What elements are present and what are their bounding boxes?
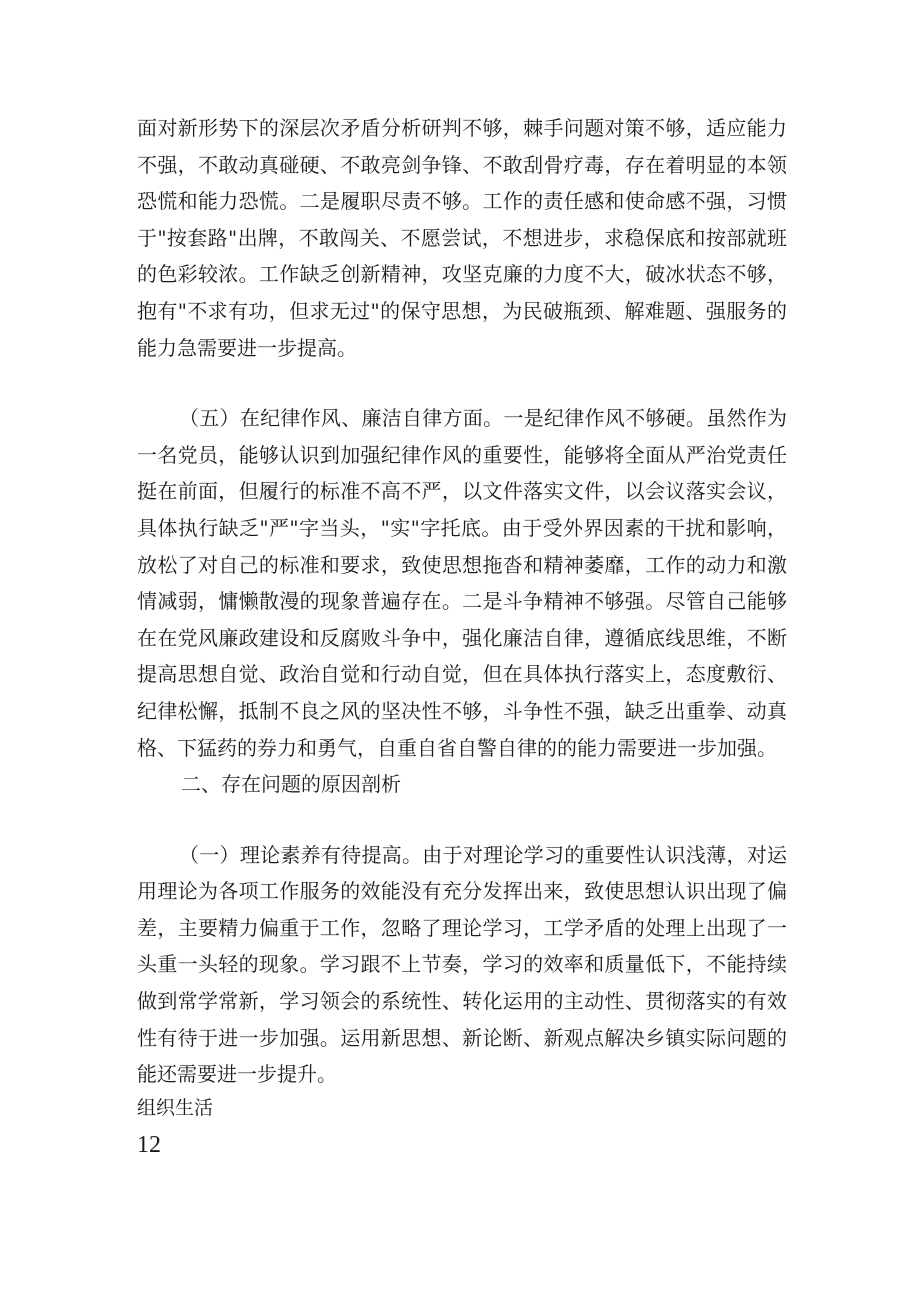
section-heading: 二、存在问题的原因剖析 (181, 772, 401, 797)
body-paragraph-2: （五）在纪律作风、廉洁自律方面。一是纪律作风不够硬。虽然作为一名党员，能够认识到加强纪律作风的重要性，能够将全面从严治党责任挺在前面，但履行的标准不高不严，以文件落实文件，以会议落实会议，具体执行缺乏"严"字当头，"实"字托底。由于受外界因素的干扰和影响，放松了对自己的标准和要求，致使思想拖沓和精神萎靡，工作的动力和激情减弱，慵懒散漫的现象普遍存在。二是斗争精神不够强。尽管自己能够在在党风廉政建设和反腐败斗争中，强化廉洁自律，遵循底线思维，不断提高思想自觉、政治自觉和行动自觉，但在具体执行落实上，态度敷衍、纪律松懈，抵制不良之风的坚决性不够，斗争性不强，缺乏出重拳、动真格、下猛药的券力和勇气，自重自省自警自律的的能力需要进一步加强。 (137, 406, 787, 760)
page-number: 12 (137, 1132, 161, 1158)
document-body (137, 110, 787, 1093)
footer-label: 组织生活 (137, 1097, 214, 1119)
body-paragraph-3: （一）理论素养有待提高。由于对理论学习的重要性认识浅薄，对运用理论为各项工作服务的效能没有充分发挥出来，致使思想认识出现了偏差，主要精力偏重于工作，忽略了理论学习，工学矛盾的处理上出现了一头重一头轻的现象。学习跟不上节奏，学习的效率和质量低下，不能持续做到常学常新，学习领会的系统性、转化运用的主动性、贯彻落实的有效性有待于进一步加强。运用新思想、新论断、新观点解决乡镇实际问题的能还需要进一步提升。 (137, 842, 787, 1087)
body-paragraph-1: 面对新形势下的深层次矛盾分析研判不够，棘手问题对策不够，适应能力不强，不敢动真碰硬、不敢亮剑争锋、不敢刮骨疗毒，存在着明显的本领恐慌和能力恐慌。二是履职尽责不够。工作的责任感和使命感不强，习惯于"按套路"出牌，不敢闯关、不愿尝试，不想进步，求稳保底和按部就班的色彩较浓。工作缺乏创新精神，攻坚克廉的力度不大，破冰状态不够，抱有"不求有功，但求无过"的保守思想，为民破瓶颈、解难题、强服务的能力急需要进一步提高。 (137, 116, 787, 360)
